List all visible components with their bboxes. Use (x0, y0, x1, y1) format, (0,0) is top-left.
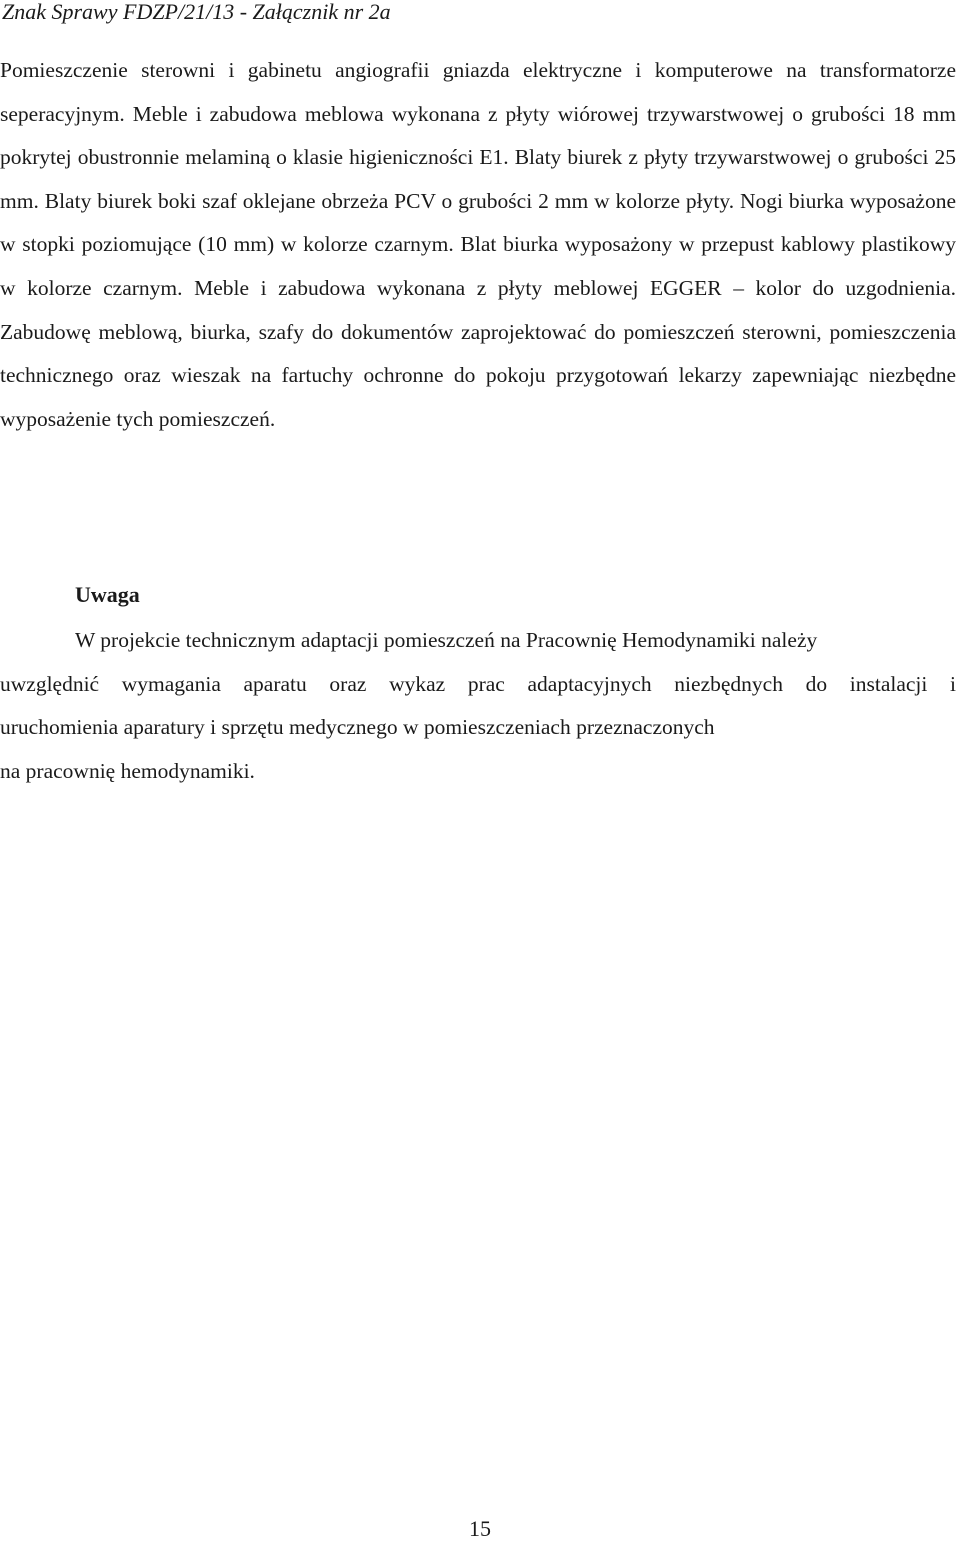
document-header: Znak Sprawy FDZP/21/13 - Załącznik nr 2a (2, 0, 391, 24)
sentence-5: Nogi biurka wyposażone w stopki poziomujące (10 mm) w kolorze czarnym. (0, 188, 957, 257)
note-line: uwzględnić wymagania aparatu oraz wykaz prac adaptacyjnych niezbędnych do instalacji i (0, 671, 956, 696)
sentence-2: Meble i zabudowa meblowa wykonana z płyty wiórowej trzywarstwowej o grubości 18 mm pokrytej obustronnie melaminą o klasie higieniczności E1. (0, 101, 956, 170)
sentence-7: Meble i zabudowa wykonana z płyty meblowej EGGER – kolor do uzgodnienia. (194, 275, 956, 300)
note-paragraph (0, 619, 956, 793)
sentence-8: Zabudowę meblową, biurka, szafy do dokumentów zaprojektować do pomieszczeń sterowni, pomieszczenia technicznego oraz wieszak na fartuchy ochronne do pokoju przygotowań lekarzy zapewniając niezbędne wyposażenie tych pomieszczeń. (0, 319, 956, 431)
sentence-4: Blaty biurek boki szaf oklejane obrzeża PCV o grubości 2 mm w kolorze płyty. (44, 188, 740, 213)
note-line: na pracownię hemodynamiki. (0, 758, 255, 783)
body-paragraph (0, 49, 956, 441)
sentence-3: Blaty biurek z płyty trzywarstwowej o grubości 25 mm. (0, 145, 957, 213)
sentence-6: Blat biurka wyposażony w przepust kablowy plastikowy w kolorze czarnym. (0, 232, 956, 300)
page-number: 15 (469, 1516, 491, 1541)
note-line: W projekcie technicznym adaptacji pomieszczeń na Pracownię Hemodynamiki należy (75, 628, 818, 652)
sentence-1: Pomieszczenie sterowni i gabinetu angiografii gniazda elektryczne i komputerowe na transformatorze seperacyjnym. (0, 58, 956, 126)
note-title: Uwaga (75, 582, 140, 607)
note-line: uruchomienia aparatury i sprzętu medycznego w pomieszczeniach przeznaczonych (0, 715, 715, 739)
